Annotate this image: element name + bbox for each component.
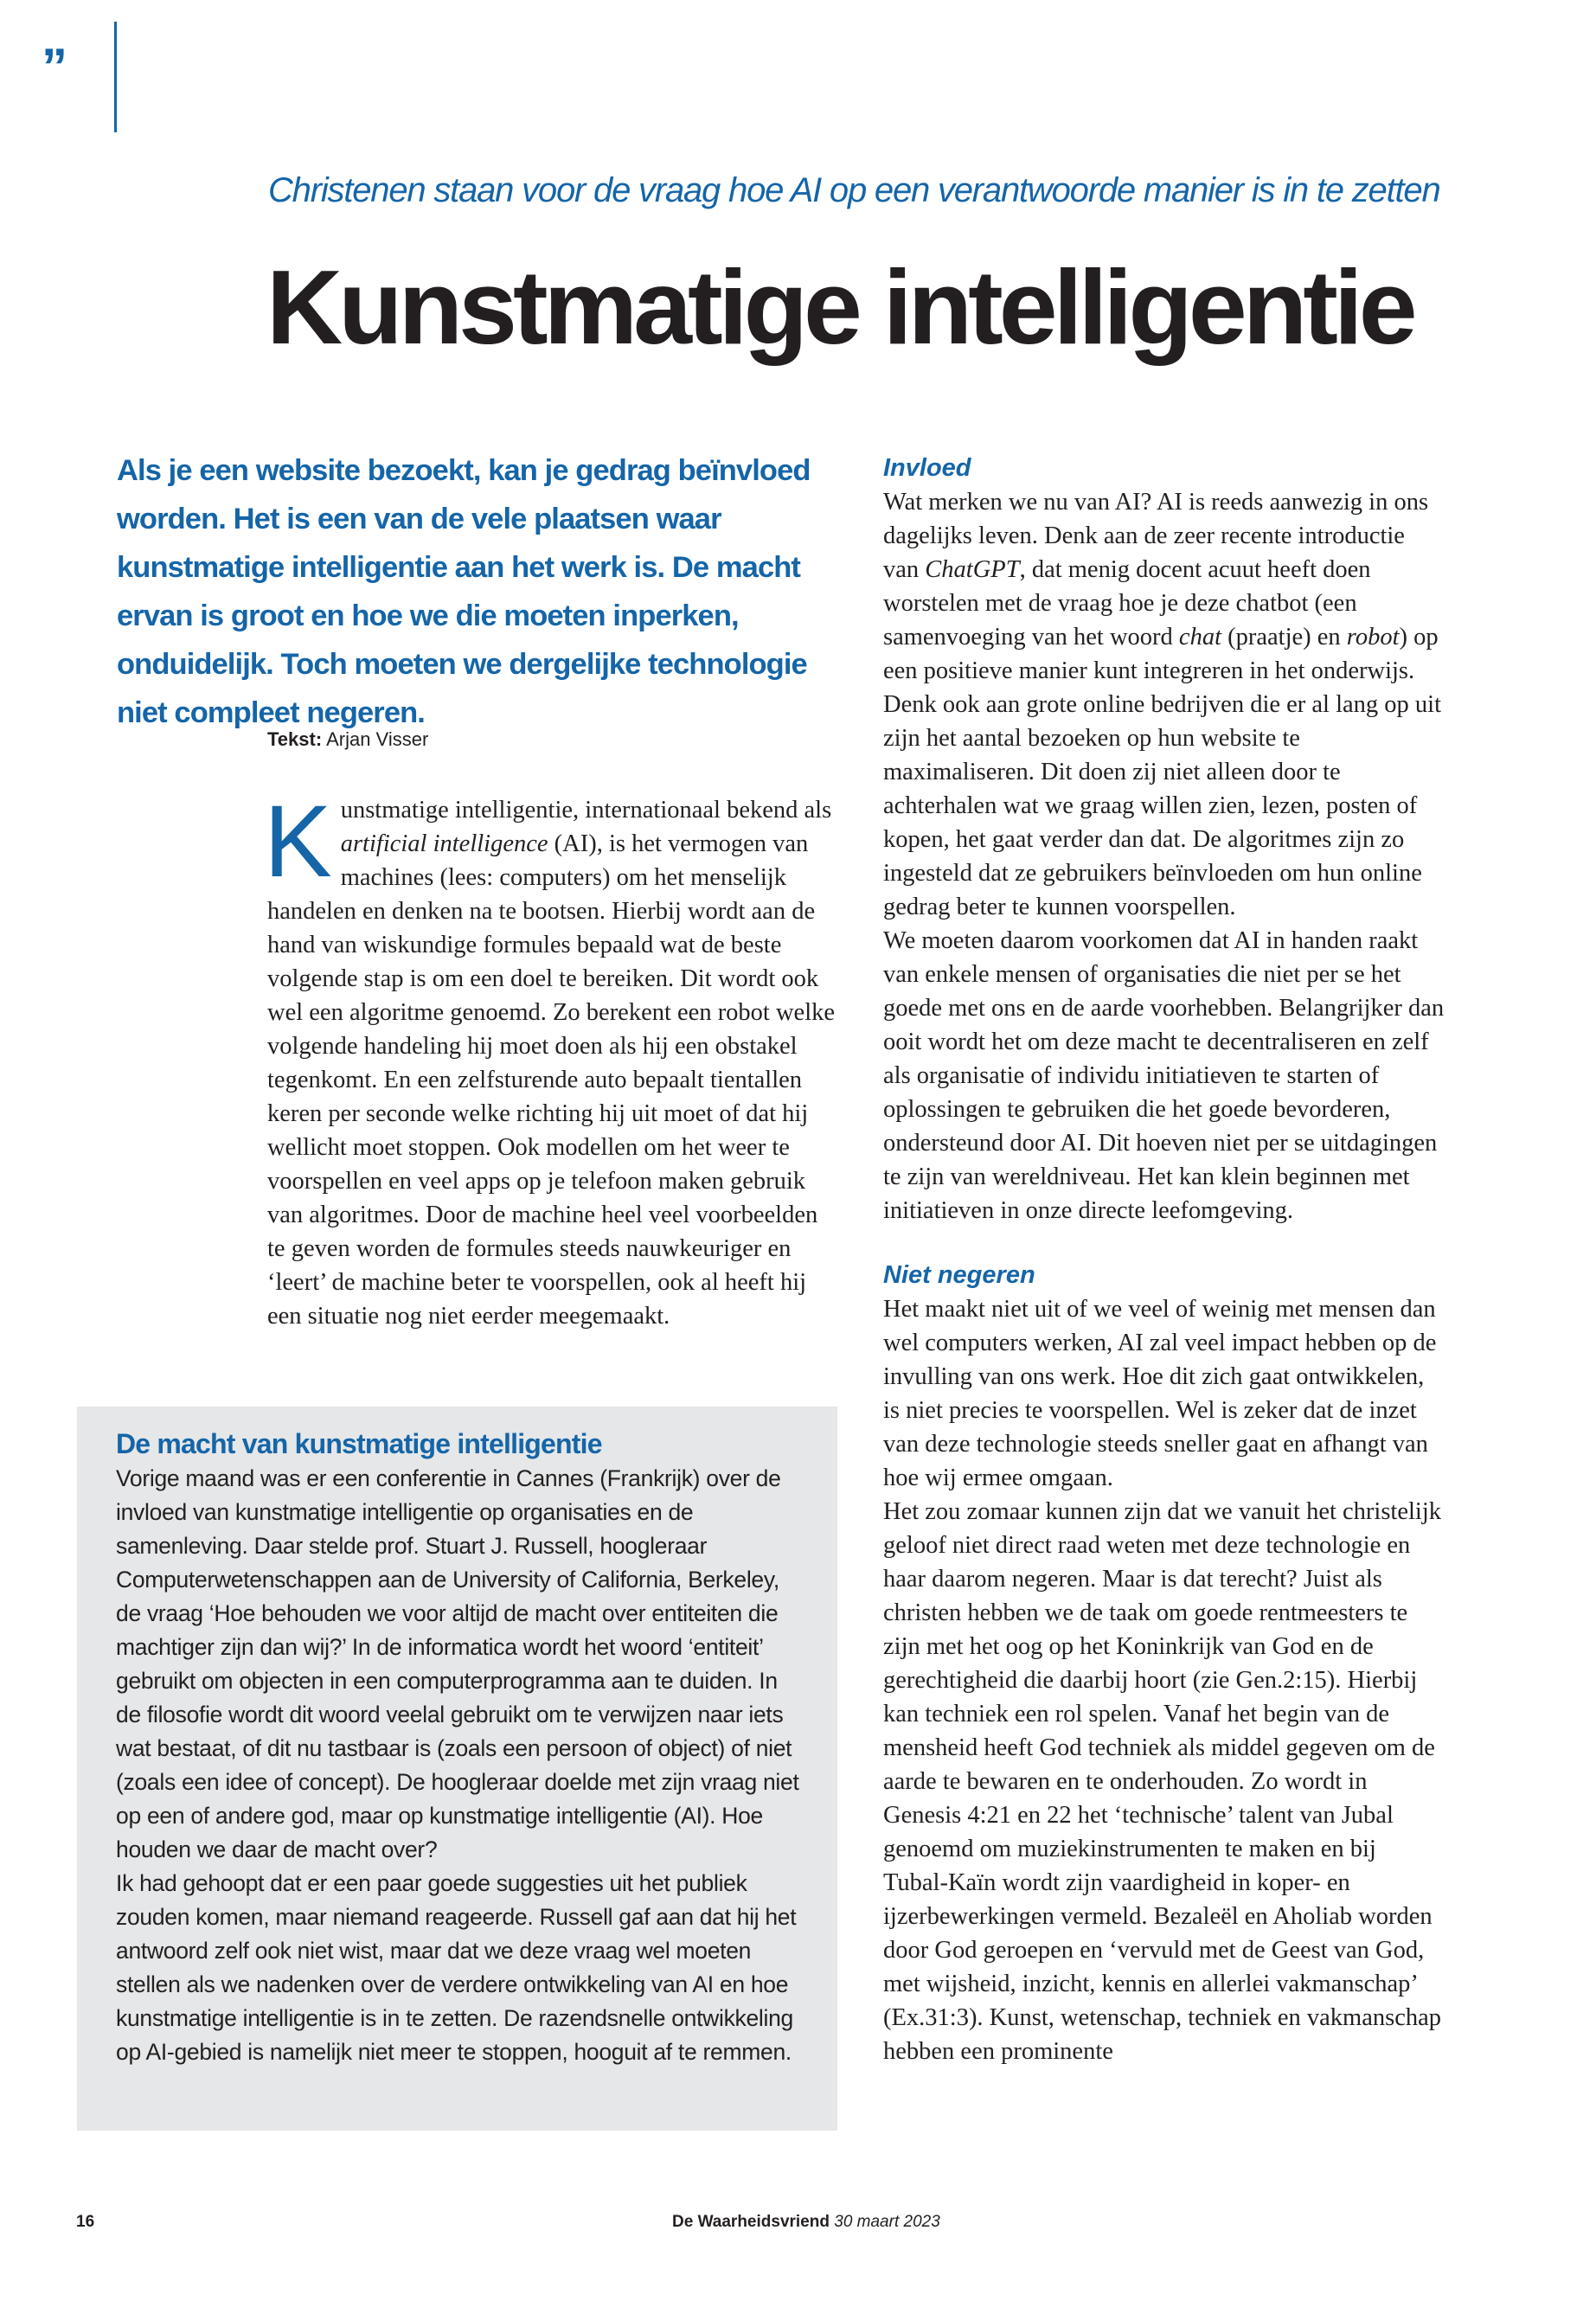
article-body	[264, 785, 838, 1333]
intro-lead: Als je een website bezoekt, kan je gedrag beïnvloed worden. Het is een van de vele plaatsen waar kunstmatige intelligentie aan het werk is. De macht ervan is groot en hoe we die moeten inperken, onduidelijk. Toch moeten we dergelijke technologie niet compleet negeren.	[117, 454, 811, 729]
text-emphasis: ChatGPT	[925, 556, 1020, 583]
issue-date: 30 maart 2023	[834, 2213, 940, 2231]
article-paragraph	[883, 485, 1445, 688]
quote-mark-icon: ”	[42, 38, 67, 96]
text: Wat merken we nu van AI? AI is reeds aanwezig in ons dagelijks leven. Denk aan de zeer recente introductie van	[883, 489, 1429, 583]
box-paragraph: Vorige maand was er een conferentie in Cannes (Frankrijk) over de invloed van kunstmatige intelligentie op organisaties en de samenleving. Daar stelde prof. Stuart J. Russell, hoogleraar Computerwetenschappen aan de University of California, Berkeley, de vraag ‘Hoe behouden we voor altijd de macht over entiteiten die machtiger zijn dan wij?’ In de informatica wordt het woord ‘entiteit’ gebruikt om objecten in een computerprogramma aan te duiden. In de filosofie wordt dit woord veelal gebruikt om te verwijzen naar iets wat bestaat, of dit nu tastbaar is (zoals een persoon of object) of niet (zoals een idee of concept). De hoogleraar doelde met zijn vraag niet op een of andere god, maar op kunstmatige intelligentie (AI). Hoe houden we daar de macht over?	[116, 1465, 799, 1862]
byline-label: Tekst:	[267, 728, 323, 750]
article-paragraph	[264, 785, 838, 1333]
article-paragraph: Het zou zomaar kunnen zijn dat we vanuit het christelijk geloof niet direct raad weten met deze technologie en haar daarom negeren. Maar is dat terecht? Juist als christen hebben we de taak om goede rentmeesters te zijn met het oog op het Koninkrijk van God en de gerechtigheid die daarbij hoort (zie Gen.2:15). Hierbij kan techniek een rol spelen. Vanaf het begin van de mensheid heeft God techniek als middel gegeven om de aarde te bewaren en te onderhouden. Zo wordt in Genesis 4:21 en 22 het ‘technische’ talent van Jubal genoemd om muziekinstrumenten te maken en bij Tubal-Kaïn wordt zijn vaardigheid in koper- en ijzerbewerkingen vermeld. Bezaleël en Aholiab worden door God geroepen en ‘vervuld met de Geest van God, met wijsheid, inzicht, kennis en allerlei vakmanschap’ (Ex.31:3). Kunst, wetenschap, techniek en vakmanschap hebben een prominente	[883, 1498, 1442, 2065]
footer-publication	[672, 2213, 940, 2232]
subtitle: Christenen staan voor de vraag hoe AI op een verantwoorde manier is in te zetten	[268, 171, 1440, 209]
magazine-name: De Waarheidsvriend	[672, 2213, 830, 2231]
text-emphasis: artificial intelligence	[340, 830, 548, 857]
section-heading-invloed: Invloed	[883, 454, 971, 482]
text-emphasis: chat	[1178, 624, 1221, 651]
byline	[267, 728, 428, 751]
text: (AI), is het vermogen van machines (lees: computers) om het menselijk handelen en denken na te bootsen. Hierbij wordt aan de hand van wiskundige formules bepaald wat de beste volgende stap is om een doel te bereiken. Dit wordt ook wel een algoritme genoemd. Zo berekent een robot welke volgende handeling hij moet doen als hij een obstakel tegenkomt. En een zelfsturende auto bepaalt tientallen keren per seconde welke richting hij uit moet of dat hij wellicht moet stoppen. Ook modellen om het weer te voorspellen en veel apps op je telefoon maken gebruik van algoritmes. Door de machine heel veel voorbeelden te geven worden de formules steeds nauwkeuriger en ‘leert’ de machine beter te voorspellen, ook al heeft hij een situatie nog niet eerder meegemaakt.	[267, 830, 836, 1330]
text-emphasis: robot	[1346, 624, 1400, 651]
text: , dat menig docent acuut heeft doen worstelen met de vraag hoe je deze chatbot (een samenvoeging van het woord	[883, 556, 1371, 651]
article-paragraph: We moeten daarom voorkomen dat AI in handen raakt van enkele mensen of organisaties die niet per se het goede met ons en de aarde voorhebben. Belangrijker dan ooit wordt het om deze macht te decentraliseren en zelf als organisatie of individu initiatieven te starten of oplossingen te gebruiken die het goede bevorderen, ondersteund door AI. Dit hoeven niet per se uitdagingen te zijn van wereldniveau. Het kan klein beginnen met initiatieven in onze directe leefomgeving.	[883, 927, 1445, 1224]
article-paragraph: Denk ook aan grote online bedrijven die er al lang op uit zijn het aantal bezoeken op hun website te maximaliseren. Dit doen zij niet alleen door te achterhalen wat we graag willen zien, lezen, posten of kopen, het gaat verder dan dat. De algoritmes zijn zo ingesteld dat ze gebruikers beïnvloeden om hun online gedrag beter te kunnen voorspellen.	[883, 691, 1442, 920]
section-heading-niet-negeren: Niet negeren	[883, 1261, 1035, 1289]
right-column	[883, 452, 1445, 2068]
text: (praatje) en	[1221, 624, 1347, 651]
divider	[114, 22, 117, 132]
drop-cap: K	[264, 785, 332, 899]
page-title: Kunstmatige intelligentie	[266, 248, 1413, 366]
page-number: 16	[76, 2213, 95, 2231]
box-paragraph: Ik had gehoopt dat er een paar goede suggesties uit het publiek zouden komen, maar niemand reageerde. Russell gaf aan dat hij het antwoord zelf ook niet wist, maar dat we deze vraag wel moeten stellen als we nadenken over de verdere ontwikkeling van AI en hoe kunstmatige intelligentie is in te zetten. De razendsnelle ontwikkeling op AI-gebied is namelijk niet meer te stoppen, hooguit af te remmen.	[116, 1870, 797, 2065]
sidebar-box	[77, 1407, 837, 2131]
article-paragraph: Het maakt niet uit of we veel of weinig met mensen dan wel computers werken, AI zal veel impact hebben op de invulling van ons werk. Hoe dit zich gaat ontwikkelen, is niet precies te voorspellen. Wel is zeker dat de inzet van deze technologie steeds sneller gaat en afhangt van hoe wij ermee omgaan.	[883, 1296, 1437, 1491]
text: unstmatige intelligentie, internationaal bekend als	[340, 797, 832, 824]
box-heading: De macht van kunstmatige intelligentie	[116, 1428, 602, 1459]
text: ) op een positieve manier kunt integreren in het onderwijs.	[883, 624, 1439, 684]
byline-author: Arjan Visser	[326, 728, 429, 750]
